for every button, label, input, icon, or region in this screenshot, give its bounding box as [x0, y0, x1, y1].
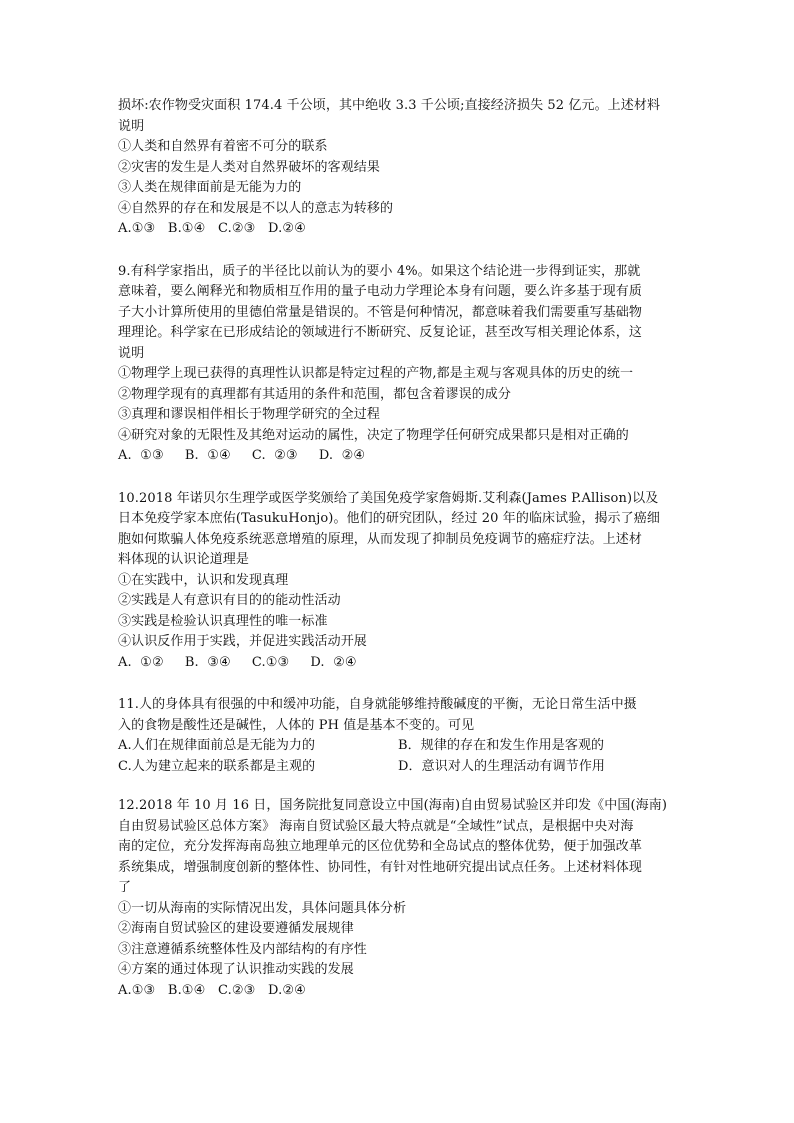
q8-item: ④自然界的存在和发展是不以人的意志为转移的	[118, 200, 394, 216]
q9-stem-line: 理理论。科学家在已形成结论的领域进行不断研究、反复论证，甚至改写相关理论体系，这	[118, 325, 643, 340]
q12-item: ②海南自贸试验区的建设要遵循发展规律	[118, 921, 354, 936]
q8-item: ③人类在规律面前是无能为力的	[118, 180, 302, 195]
q10-stem-line: 日本免疫学家本庶佑(TasukuHonjo)。他们的研究团队，经过 20 年的临床试验，揭示了癌细	[118, 511, 660, 526]
q11-options-row	[118, 736, 678, 757]
spacer	[118, 777, 678, 796]
q9-stem-line: 说明	[118, 345, 145, 361]
q12-stem-line: 自由贸易试验区总体方案》 海南自贸试验区最大特点就是“全域性”试点，是根据中央对海	[118, 818, 634, 834]
q11-stem-line: 入的食物是酸性还是碱性，人体的 PH 值是基本不变的。可见	[118, 717, 475, 733]
q10-item: ③实践是检验认识真理性的唯一标准	[118, 613, 328, 629]
q10-stem-line: 料体现的认识论道理是	[118, 552, 250, 567]
q12-item: ①一切从海南的实际情况出发，具体问题具体分析	[118, 900, 407, 916]
q11-options-row	[118, 757, 678, 778]
q11-option-b: B．规律的存在和发生作用是客观的	[398, 738, 605, 753]
document-page	[118, 96, 678, 1001]
q8-choices: A.①③ B.①④ C.②③ D.②④	[118, 221, 306, 236]
q8-item: ②灾害的发生是人类对自然界破坏的客观结果	[118, 159, 381, 175]
q10-item: ④认识反作用于实践，并促进实践活动开展	[118, 634, 367, 649]
q12-item: ④方案的通过体现了认识推动实践的发展	[118, 962, 354, 977]
spacer	[118, 673, 678, 695]
q10-item: ①在实践中，认识和发现真理	[118, 572, 289, 588]
q9-item: ④研究对象的无限性及其绝对运动的属性，决定了物理学任何研究成果都只是相对正确的	[118, 427, 629, 443]
spacer	[118, 467, 678, 489]
q11-stem-line: 11.人的身体具有很强的中和缓冲功能，自身就能够维持酸碱度的平衡，无论日常生活中摄	[118, 697, 637, 712]
q9-stem-line: 子大小计算所使用的里德伯常量是错误的。不管是何种情况，都意味着我们需要重写基础物	[118, 304, 643, 320]
q9-item: ①物理学上现已获得的真理性认识都是特定过程的产物,都是主观与客观具体的历史的统一	[118, 366, 634, 381]
q10-stem-line: 胞如何欺骗人体免疫系统恶意增殖的原理，从而发现了抑制员免疫调节的癌症疗法。上述材	[118, 531, 643, 547]
q9-item: ③真理和谬误相伴相长于物理学研究的全过程	[118, 407, 381, 422]
q10-choices: A. ①② B. ③④ C.①③ D. ②④	[118, 654, 357, 670]
q10-stem-line: 10.2018 年诺贝尔生理学或医学奖颁给了美国免疫学家詹姆斯.艾利森(James P.Allison)以及	[118, 490, 659, 506]
q11-option-c: C.人为建立起来的联系都是主观的	[118, 758, 316, 774]
q12-stem-line: 了	[118, 880, 132, 895]
q9-stem-line: 9.有科学家指出，质子的半径比以前认为的要小 4%。如果这个结论进一步得到证实，那就	[118, 263, 641, 279]
q8-stem-line: 说明	[118, 118, 145, 134]
q8-item: ①人类和自然界有着密不可分的联系	[118, 139, 328, 154]
q12-choices: A.①③ B.①④ C.②③ D.②④	[118, 982, 306, 998]
q8-stem-line: 损坏:农作物受灾面积 174.4 千公顷，其中绝收 3.3 千公顷;直接经济损失 52 亿元。上述材料	[118, 98, 661, 113]
q12-stem-line: 南的定位，充分发挥海南岛独立地理单元的区位优势和全岛试点的整体优势，便于加强改革	[118, 839, 643, 854]
spacer	[118, 240, 678, 262]
q12-item: ③注意遵循系统整体性及内部结构的有序性	[118, 941, 367, 957]
q12-stem-line: 12.2018 年 10 月 16 日，国务院批复同意设立中国(海南)自由贸易试验区并印发《中国(海南)	[118, 798, 667, 813]
q9-item: ②物理学现有的真理都有其适用的条件和范围，都包含着谬误的成分	[118, 386, 512, 402]
q12-stem-line: 系统集成，增强制度创新的整体性、协同性，有针对性地研究提出试点任务。上述材料体现	[118, 859, 643, 875]
q11-option-d: D．意识对人的生理活动有调节作用	[398, 758, 606, 774]
q9-stem-line: 意味着，要么阐释光和物质相互作用的量子电动力学理论本身有问题，要么许多基于现有质	[118, 284, 643, 299]
q10-item: ②实践是人有意识有目的的能动性活动	[118, 593, 341, 608]
q11-option-a: A.人们在规律面前总是无能为力的	[118, 738, 316, 753]
q9-choices: A. ①③ B. ①④ C. ②③ D. ②④	[118, 448, 366, 463]
